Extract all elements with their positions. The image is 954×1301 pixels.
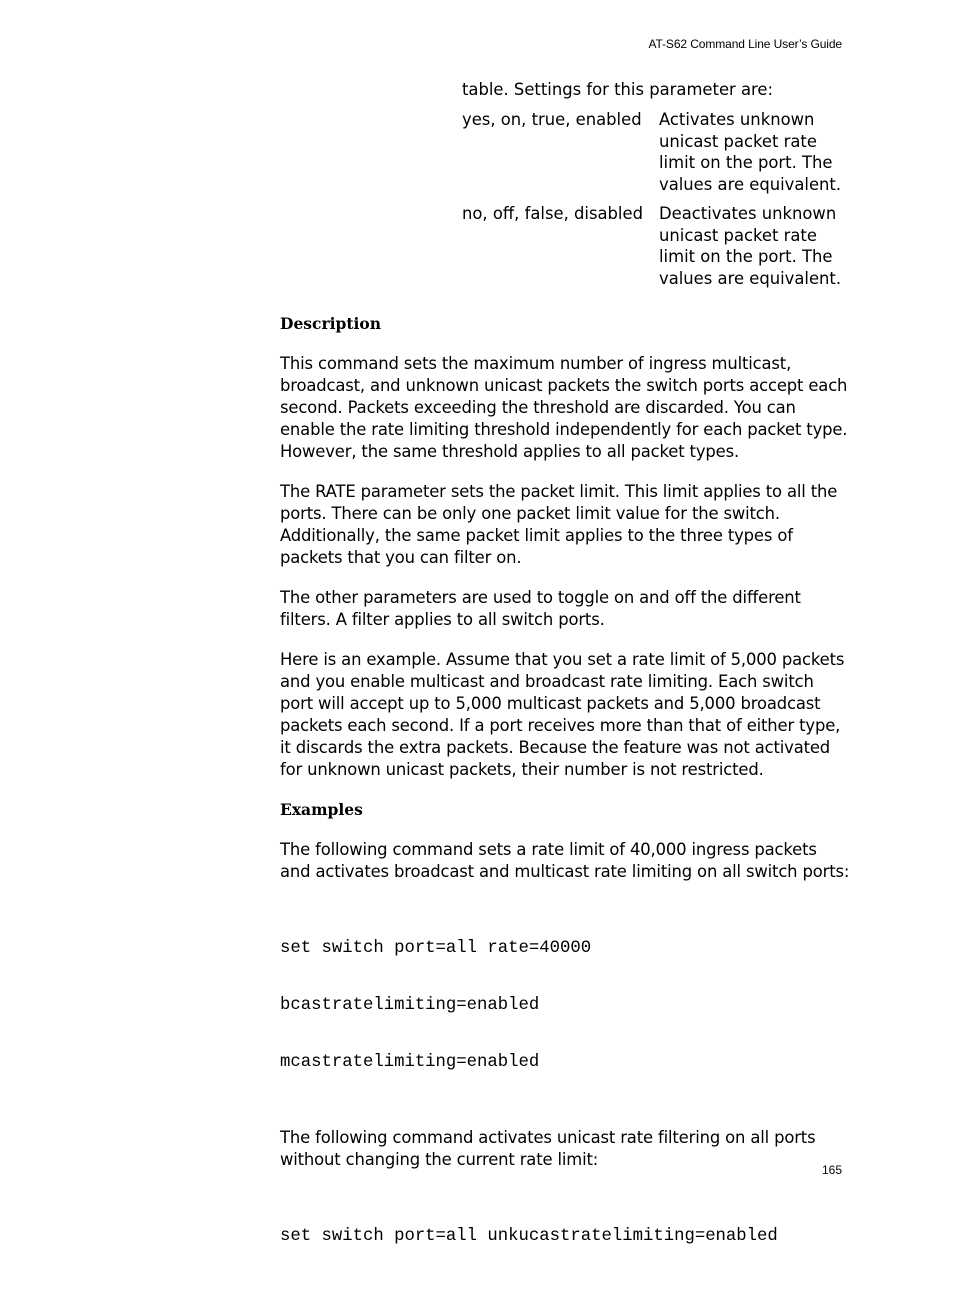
setting-description: Deactivates unknown unicast packet rate limit on the port. The values are equivalent. <box>659 203 842 288</box>
examples-heading: Examples <box>280 800 363 819</box>
page-number: 165 <box>821 1163 842 1177</box>
description-paragraph: The other parameters are used to toggle on and off the different filters. A filter applies to all switch ports. <box>280 588 801 629</box>
description-paragraph: Here is an example. Assume that you set a rate limit of 5,000 packets and you enable multicast and broadcast rate limiting. Each switch port will accept up to 5,000 multicast packets and 5,000 broadcast packets each second. If a port receives more than that of either type, it discards the extra packets. Because the feature was not activated for unknown unicast packets, their number is not restricted. <box>280 650 845 779</box>
example-intro: The following command sets a rate limit of 40,000 ingress packets and activates broadcast and multicast rate limiting on all switch ports: <box>280 840 850 881</box>
code-example <box>280 1189 850 1284</box>
parameter-settings-table <box>462 109 862 297</box>
description-heading: Description <box>280 314 382 333</box>
code-line: bcastratelimiting=enabled <box>280 996 540 1015</box>
table-row <box>462 203 862 290</box>
code-line: set switch port=all unkucastratelimiting=enabled <box>280 1227 778 1246</box>
setting-values: no, off, false, disabled <box>462 203 643 223</box>
code-line: mcastratelimiting=enabled <box>280 1053 540 1072</box>
example-intro: The following command activates unicast rate filtering on all ports without changing the current rate limit: <box>280 1128 816 1169</box>
code-line: set switch port=all rate=40000 <box>280 939 592 958</box>
description-paragraph: This command sets the maximum number of ingress multicast, broadcast, and unknown unicast packets the switch ports accept each second. Packets exceeding the threshold are discarded. You can enable the rate limiting threshold independently for each packet type. However, the same threshold applies to all packet types. <box>280 354 848 461</box>
setting-description: Activates unknown unicast packet rate limit on the port. The values are equivalent. <box>659 110 842 195</box>
setting-values: yes, on, true, enabled <box>462 110 642 129</box>
description-paragraph: The RATE parameter sets the packet limit. This limit applies to all the ports. There can be only one packet limit value for the switch. Additionally, the same packet limit applies to the three types of packets that you can filter on. <box>280 482 838 567</box>
main-content <box>280 313 850 1301</box>
code-example <box>280 901 850 1110</box>
parameter-intro: table. Settings for this parameter are: <box>462 80 774 99</box>
running-header: AT-S62 Command Line User’s Guide <box>648 37 842 51</box>
table-row <box>462 109 862 196</box>
